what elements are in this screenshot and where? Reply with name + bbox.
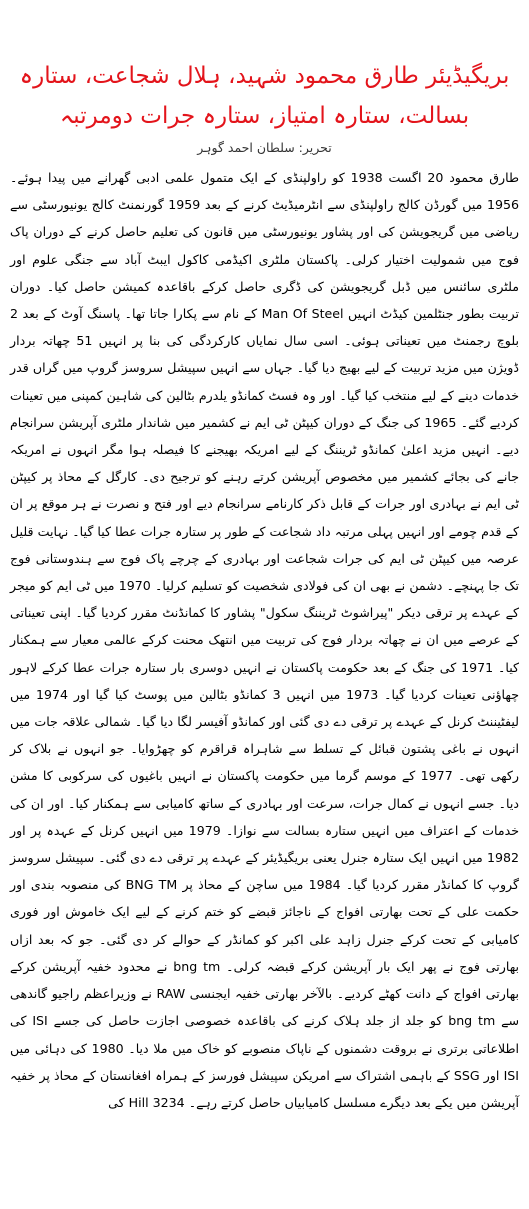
body-paragraph: 1984 میں ساچن کے محاذ پر BNG TM کی منصوبہ بندی اور حکمت علی کے تحت بھارتی افواج کے ناجائز قبضے کو ختم کرنے کے لیے ایک خاموش اور فوری کامیابی کے تحت کرکے جنرل زاہد علی اکبر کو کمانڈر کے حوالے کر دی گئی۔ bbox=[10, 877, 519, 947]
article-body bbox=[10, 164, 519, 1116]
body-paragraph: جو کہ بعد ازاں بھارتی فوج نے پھر ایک بار آپریشن کرکے قبضہ کرلی۔ bng tm نے محدود خفیہ آپریشن کرکے بھارتی افواج کے دانت کھٹے کردیے۔ بالآخر بھارتی خفیہ ایجنسی RAW نے وزیراعظم راجیو گاندھی سے bng tm کو جلد از جلد ہلاک کرنے کی باقاعدہ خصوصی اجازت حاصل کی جسے ISI کی اطلاعاتی برتری نے بروقت دشمنوں کے ناپاک منصوبے کو خاک میں ملا دیا۔ 1980 کی دہائی میں ISI اور SSG کے باہمی اشتراک سے امریکن سپیشل فورسز کے ہمراہ افغانستان کے محاذ پر خفیہ آپریشن میں یکے بعد دیگرے مسلسل کامیابیاں حاصل کرتے رہے۔ Hill 3234 کی bbox=[10, 931, 520, 1110]
article-title: بریگیڈیئر طارق محمود شہید، ہلال شجاعت، ستارہ بسالت، ستارہ امتیاز، ستارہ جرات دومرتبہ bbox=[19, 63, 510, 129]
article-byline: تحریر: سلطان احمد گوہر bbox=[197, 140, 332, 155]
body-paragraph: طارق محمود 20 اگست 1938 کو راولپنڈی کے ایک متمول علمی ادبی گھرانے میں پیدا ہوئے۔ 1956 میں گورڈن کالج راولپنڈی سے انٹرمیڈیٹ کرنے کے بعد 1959 گورنمنٹ کالج یونیورسٹی سے ریاضی میں گریجویشن کی اور پشاور یونیورسٹی میں قانون کی تعلیم حاصل کرنے کے دوران پاک فوج میں شمولیت اختیار کرلی۔ پاکستان ملٹری اکیڈمی کاکول ایبٹ آباد سے جنگی علوم اور ملٹری سائنس میں ڈبل گریجویشن کی ڈگری حاصل کرکے باقاعدہ کمیشن حاصل کیا۔ دوران تربیت بطور جنٹلمین کیڈٹ انہیں Man Of Steel کے نام سے پکارا جاتا تھا۔ پاسنگ آوٹ کے بعد 2 بلوچ رجمنٹ میں تعیناتی ہوئی۔ اسی سال نمایاں کارکردگی کی بنا پر انہیں 51 چھاتہ بردار ڈویژن میں مزید تربیت کے لیے بھیج دیا گیا۔ جہاں سے انہیں سپیشل سروسز گروپ میں گراں قدر خدمات دینے کے لیے منتخب کیا گیا۔ اور وہ فسٹ کمانڈو یلدرم بٹالین کی شاہین کمپنی میں تعینات کردیے گئے۔ 1965 کی جنگ کے دوران کیپٹن ٹی ایم نے کشمیر میں شاندار ملٹری آپریشن سرانجام دیے۔ انہیں مزید اعلیٰ کمانڈو ٹریننگ کے لیے امریکہ بھیجنے کا فیصلہ ہوا مگر انہوں نے امریکہ جانے کی بجائے کشمیر میں مخصوص آپریشن کرتے رہنے کو ترجیح دی۔ کارگل کے محاذ پر کیپٹن ٹی ایم نے بہادری اور جرات کے قابل ذکر کارنامے سرانجام دیے اور فتح و نصرت نے ہر موقع پر ان کے قدم چومے اور انہیں پہلی مرتبہ داد شجاعت کے طور پر ستارہ جرات عطا کیا گیا۔ نہایت قلیل عرصہ میں کیپٹن ٹی ایم کی جرات شجاعت اور بہادری کے چرچے پاک فوج سے ہندوستانی فوج تک جا پہنچے۔ دشمن نے بھی ان کی فولادی شخصیت کو تسلیم کرلیا۔ 1970 میں ٹی ایم کو میجر کے عہدے پر ترقی دیکر "پیراشوٹ ٹریننگ سکول" پشاور کا کمانڈنٹ مقرر کردیا گیا۔ اپنی تعیناتی کے عرصے میں ان نے چھاتہ بردار فوج کی تربیت میں انتھک محنت کرکے عالمی معیار سے ہمکنار کیا۔ 1971 کی جنگ کے بعد حکومت پاکستان نے انہیں دوسری بار ستارہ جرات عطا کرکے لاہور چھاؤنی تعینات کردیا گیا۔ 1973 میں انہیں 3 کمانڈو بٹالین میں پوسٹ کیا گیا اور 1974 میں لیفٹیننٹ کرنل کے عہدے پر ترقی دے دی گئی اور کمانڈو آفیسر لگا دیا گیا۔ شمالی علاقہ جات میں انہوں نے باغی پشتون قبائل کے تسلط سے شاہراہ قراقرم کو چھڑوایا۔ جو انہوں نے بلاک کر رکھی تھی۔ 1977 کے موسم گرما میں حکومت پاکستان نے انہیں باغیوں کی سرکوبی کا مشن دیا۔ جسے انہوں نے کمال جرات، سرعت اور بہادری کے ساتھ کامیابی سے ہمکنار کیا۔ اور ان کی خدمات کے اعتراف میں انہیں ستارہ بسالت سے نوازا۔ 1979 میں انہیں کرنل کے عہدہ پر اور 1982 میں انہیں ایک ستارہ جنرل یعنی بریگیڈیئر کے عہدے پر ترقی دے دی گئی۔ سپیشل سروسز گروپ کا کمانڈر مقرر کردیا گیا۔ bbox=[10, 170, 520, 893]
